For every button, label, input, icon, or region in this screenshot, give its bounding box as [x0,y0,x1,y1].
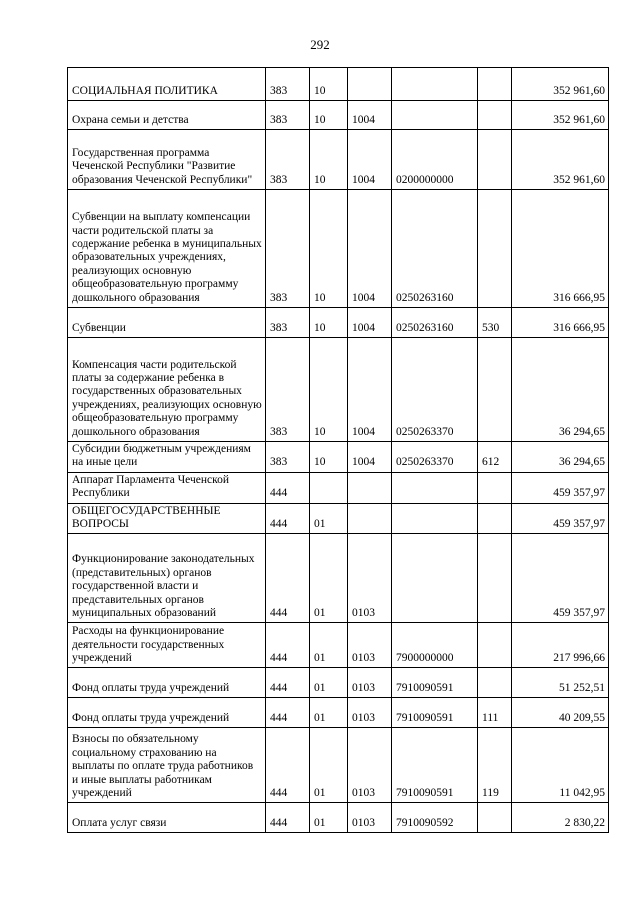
item-name-cell: Фонд оплаты труда учреждений [68,668,266,698]
section-code-cell: 10 [310,308,348,338]
subsection-code-cell: 1004 [348,130,392,190]
section-code-cell: 01 [310,698,348,728]
ministry-code-cell: 383 [266,308,310,338]
target-article-cell: 7900000000 [392,623,478,668]
subsection-code-cell [348,472,392,503]
table-row [68,338,609,442]
section-code-cell: 10 [310,68,348,101]
ministry-code-cell: 383 [266,190,310,308]
amount-cell: 40 209,55 [512,698,609,728]
item-name-cell: Функционирование законодательных (представительных) органов государственной власти и представительных органов муниципальных образований [68,534,266,623]
section-code-cell: 10 [310,130,348,190]
expense-type-cell [478,534,512,623]
expense-type-cell [478,503,512,534]
section-code-cell: 10 [310,442,348,473]
expense-type-cell: 119 [478,728,512,803]
item-name-cell: Оплата услуг связи [68,803,266,833]
item-name-cell: ОБЩЕГОСУДАРСТВЕННЫЕ ВОПРОСЫ [68,503,266,534]
expense-type-cell: 530 [478,308,512,338]
target-article-cell: 0250263160 [392,190,478,308]
amount-cell: 2 830,22 [512,803,609,833]
table-row [68,623,609,668]
table-row [68,534,609,623]
section-code-cell: 10 [310,190,348,308]
subsection-code-cell [348,68,392,101]
amount-cell: 459 357,97 [512,503,609,534]
section-code-cell: 01 [310,503,348,534]
table-row [68,308,609,338]
amount-cell: 459 357,97 [512,534,609,623]
table-row [68,503,609,534]
table-row [68,442,609,473]
target-article-cell: 0250263370 [392,338,478,442]
ministry-code-cell: 383 [266,130,310,190]
subsection-code-cell: 0103 [348,668,392,698]
section-code-cell [310,472,348,503]
item-name-cell: Расходы на функционирование деятельности государственных учреждений [68,623,266,668]
table-row [68,68,609,101]
section-code-cell: 01 [310,623,348,668]
expense-type-cell [478,190,512,308]
ministry-code-cell: 444 [266,534,310,623]
target-article-cell [392,101,478,130]
ministry-code-cell: 444 [266,472,310,503]
section-code-cell: 10 [310,338,348,442]
subsection-code-cell: 0103 [348,803,392,833]
target-article-cell: 7910090591 [392,728,478,803]
amount-cell: 316 666,95 [512,190,609,308]
amount-cell: 352 961,60 [512,68,609,101]
target-article-cell: 7910090592 [392,803,478,833]
ministry-code-cell: 383 [266,338,310,442]
target-article-cell [392,534,478,623]
expense-type-cell [478,803,512,833]
target-article-cell [392,68,478,101]
target-article-cell: 0250263160 [392,308,478,338]
ministry-code-cell: 444 [266,623,310,668]
expense-type-cell [478,472,512,503]
subsection-code-cell: 0103 [348,623,392,668]
table-row [68,698,609,728]
subsection-code-cell: 1004 [348,338,392,442]
expense-type-cell: 111 [478,698,512,728]
target-article-cell [392,503,478,534]
target-article-cell [392,472,478,503]
amount-cell: 352 961,60 [512,130,609,190]
subsection-code-cell: 0103 [348,698,392,728]
table-row [68,472,609,503]
section-code-cell: 01 [310,534,348,623]
amount-cell: 36 294,65 [512,442,609,473]
amount-cell: 11 042,95 [512,728,609,803]
section-code-cell: 10 [310,101,348,130]
subsection-code-cell: 0103 [348,534,392,623]
item-name-cell: СОЦИАЛЬНАЯ ПОЛИТИКА [68,68,266,101]
section-code-cell: 01 [310,668,348,698]
subsection-code-cell: 0103 [348,728,392,803]
ministry-code-cell: 383 [266,442,310,473]
subsection-code-cell: 1004 [348,308,392,338]
expense-type-cell [478,68,512,101]
item-name-cell: Субвенции [68,308,266,338]
item-name-cell: Субвенции на выплату компенсации части родительской платы за содержание ребенка в муниципальных образовательных учреждениях, реализующих основную общеобразовательную программу дошкольного образования [68,190,266,308]
ministry-code-cell: 444 [266,503,310,534]
expense-type-cell [478,623,512,668]
ministry-code-cell: 444 [266,698,310,728]
ministry-code-cell: 444 [266,728,310,803]
subsection-code-cell: 1004 [348,442,392,473]
amount-cell: 316 666,95 [512,308,609,338]
item-name-cell: Охрана семьи и детства [68,101,266,130]
subsection-code-cell [348,503,392,534]
page-number: 292 [310,37,330,52]
expense-type-cell [478,101,512,130]
table-row [68,190,609,308]
section-code-cell: 01 [310,728,348,803]
amount-cell: 459 357,97 [512,472,609,503]
expense-type-cell [478,130,512,190]
amount-cell: 51 252,51 [512,668,609,698]
table-row [68,668,609,698]
target-article-cell: 7910090591 [392,668,478,698]
item-name-cell: Фонд оплаты труда учреждений [68,698,266,728]
table-row [68,130,609,190]
expense-type-cell [478,668,512,698]
table-row [68,728,609,803]
table-row [68,101,609,130]
expense-type-cell: 612 [478,442,512,473]
target-article-cell: 0200000000 [392,130,478,190]
target-article-cell: 0250263370 [392,442,478,473]
item-name-cell: Взносы по обязательному социальному страхованию на выплаты по оплате труда работников и иные выплаты работникам учреждений [68,728,266,803]
ministry-code-cell: 383 [266,68,310,101]
amount-cell: 352 961,60 [512,101,609,130]
expense-type-cell [478,338,512,442]
ministry-code-cell: 444 [266,668,310,698]
item-name-cell: Аппарат Парламента Чеченской Республики [68,472,266,503]
amount-cell: 36 294,65 [512,338,609,442]
amount-cell: 217 996,66 [512,623,609,668]
item-name-cell: Государственная программа Чеченской Республики "Развитие образования Чеченской Республики" [68,130,266,190]
item-name-cell: Компенсация части родительской платы за содержание ребенка в государственных образовательных учреждениях, реализующих основную общеобразовательную программу дошкольного образования [68,338,266,442]
target-article-cell: 7910090591 [392,698,478,728]
ministry-code-cell: 444 [266,803,310,833]
item-name-cell: Субсидии бюджетным учреждениям на иные цели [68,442,266,473]
budget-table [67,67,609,833]
ministry-code-cell: 383 [266,101,310,130]
subsection-code-cell: 1004 [348,101,392,130]
table-row [68,803,609,833]
subsection-code-cell: 1004 [348,190,392,308]
section-code-cell: 01 [310,803,348,833]
